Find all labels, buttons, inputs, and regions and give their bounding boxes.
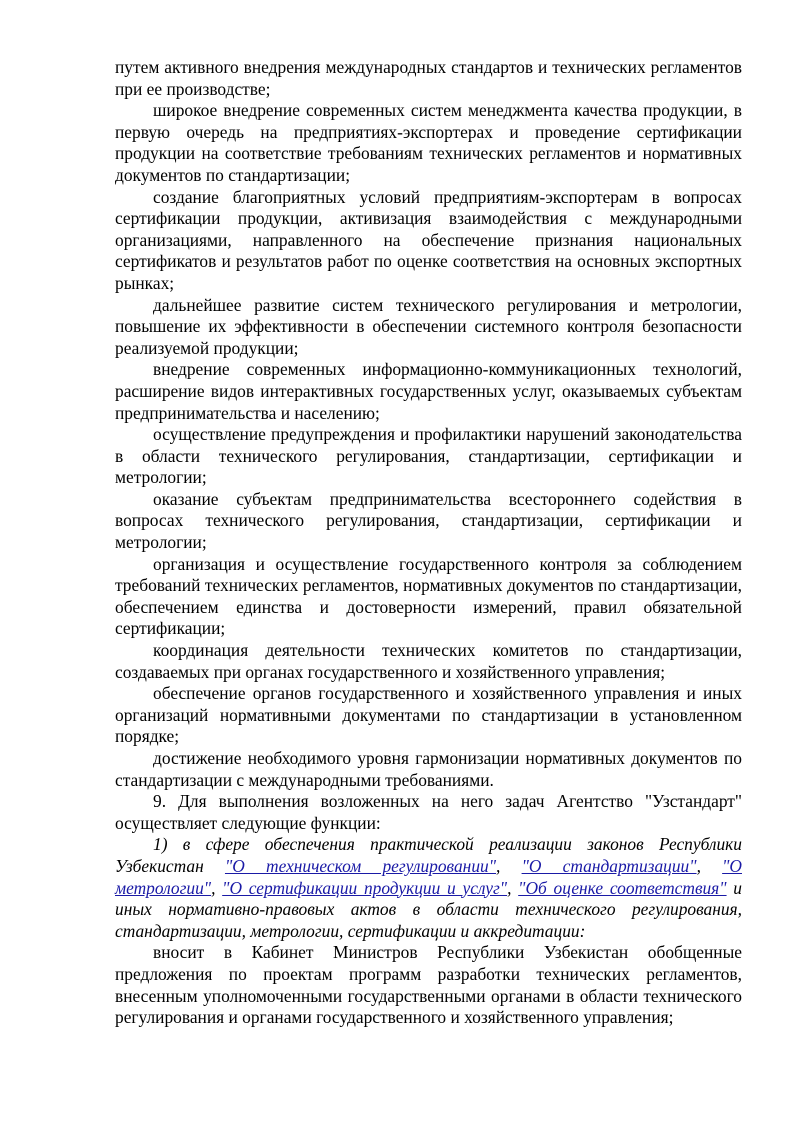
paragraph-normative-documents: обеспечение органов государственного и хозяйственного управления и иных организаций нормативными документами по стандартизации в установленном порядке; (115, 683, 742, 747)
paragraph-state-control: организация и осуществление государственного контроля за соблюдением требований технических регламентов, нормативных документов по стандартизации, обеспечением единства и достоверности измерений, правил обязательной сертификации; (115, 553, 742, 639)
link-separator: , (696, 855, 723, 876)
paragraph-ict-services: внедрение современных информационно-коммуникационных технологий, расширение видов интерактивных государственных услуг, оказываемых субъектам предпринимательства и населению; (115, 359, 742, 423)
paragraph-exporter-conditions: создание благоприятных условий предприятиям-экспортерам в вопросах сертификации продукции, активизация взаимодействия с международными организациями, направленного на обеспечение признания национальных сертификатов и результатов работ по оценке соответствия на основных экспортных рынках; (115, 186, 742, 293)
paragraph-business-support: оказание субъектам предпринимательства всестороннего содействия в вопросах технического регулирования, стандартизации, сертификации и метрологии; (115, 488, 742, 553)
link-law-conformity-assessment[interactable]: "Об оценке соответствия" (518, 877, 727, 898)
paragraph-regulation-development: дальнейшее развитие систем технического регулирования и метрологии, повышение их эффективности в обеспечении системного контроля безопасности реализуемой продукции; (115, 294, 742, 358)
link-separator: , (496, 855, 522, 876)
paragraph-functions-heading: 9. Для выполнения возложенных на него задач Агентство "Узстандарт" осуществляет следующие функции: (115, 791, 742, 833)
document-page (115, 57, 742, 1029)
link-law-metrology[interactable]: "О метрологии" (115, 855, 742, 898)
link-law-standardization[interactable]: "О стандартизации" (521, 855, 697, 876)
link-separator: , (211, 877, 223, 898)
link-law-technical-regulation[interactable]: "О техническом регулировании" (224, 855, 497, 876)
link-law-certification[interactable]: "О сертификации продукции и услуг" (222, 877, 508, 898)
paragraph-technical-committees: координация деятельности технических комитетов по стандартизации, создаваемых при органах государственного и хозяйственного управления; (115, 640, 742, 682)
paragraph-harmonization: достижение необходимого уровня гармонизации нормативных документов по стандартизации с международными требованиями. (115, 748, 742, 790)
section-1-laws-paragraph (115, 834, 742, 942)
paragraph-continuation: путем активного внедрения международных стандартов и технических регламентов при ее производстве; (115, 57, 742, 99)
paragraph-quality-management: широкое внедрение современных систем менеджмента качества продукции, в первую очередь на предприятиях-экспортерах и проведение сертификации продукции на соответствие требованиям технических регламентов и нормативных документов по стандартизации; (115, 100, 742, 185)
section-1-tail: и иных нормативно-правовых актов в области технического регулирования, стандартизации, метрологии, сертификации и аккредитации: (115, 877, 743, 941)
paragraph-prevention: осуществление предупреждения и профилактики нарушений законодательства в области технического регулирования, стандартизации, сертификации и метрологии; (115, 424, 742, 488)
link-separator: , (507, 877, 519, 898)
section-1-intro: 1) в сфере обеспечения практической реализации законов Республики Узбекистан (115, 834, 742, 876)
paragraph-cabinet-proposals: вносит в Кабинет Министров Республики Узбекистан обобщенные предложения по проектам программ разработки технических регламентов, внесенным уполномоченными государственными органами в области технического регулирования и органами государственного и хозяйственного управления; (115, 942, 742, 1028)
